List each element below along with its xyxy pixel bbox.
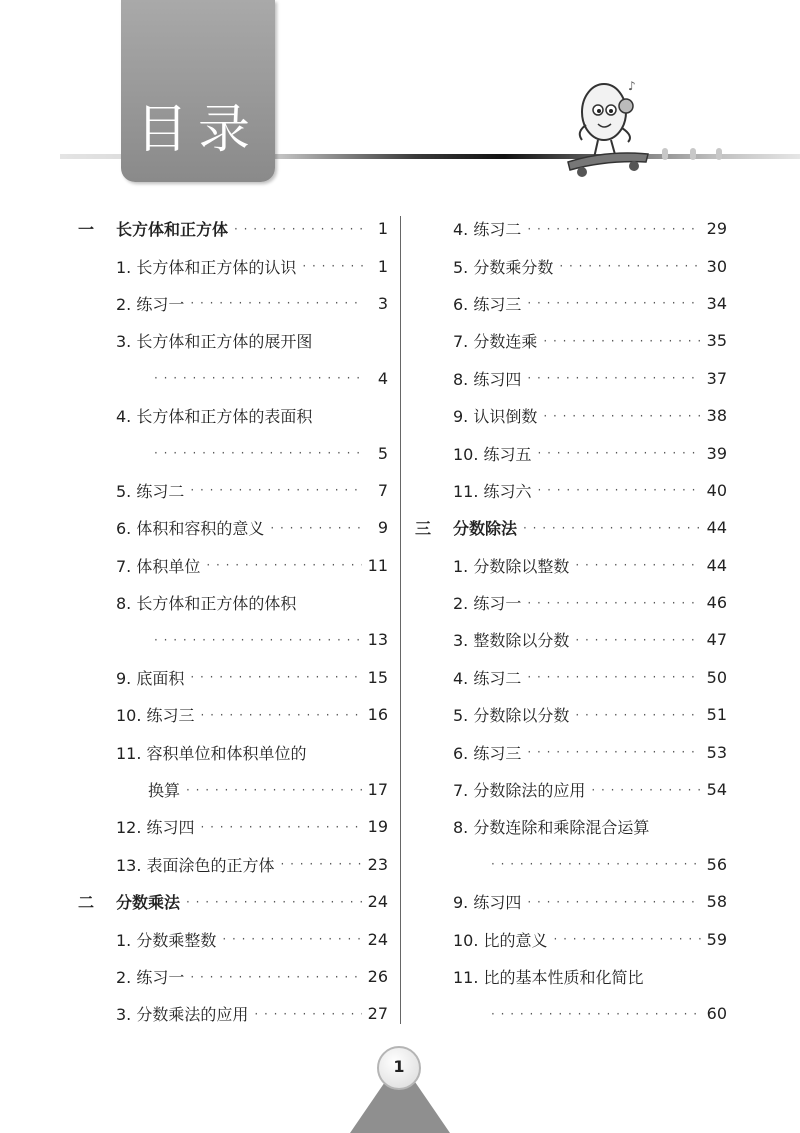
toc-item-row[interactable] bbox=[415, 210, 727, 247]
toc-item-row[interactable] bbox=[78, 322, 388, 359]
toc-item-continuation[interactable] bbox=[78, 434, 388, 471]
toc-item-continuation[interactable] bbox=[78, 621, 388, 658]
toc-item-row[interactable] bbox=[78, 995, 388, 1032]
toc-item-title: 7. 体积单位 bbox=[116, 556, 201, 576]
toc-page-number: 30 bbox=[706, 256, 727, 276]
toc-page-number: 3 bbox=[377, 293, 388, 313]
toc-item-title: 8. 练习四 bbox=[453, 369, 522, 389]
toc-page-number: 53 bbox=[706, 742, 727, 762]
dot-leader bbox=[190, 670, 361, 684]
dot-leader bbox=[154, 446, 364, 460]
toc-item-row[interactable] bbox=[78, 509, 388, 546]
toc-item-title: 4. 练习二 bbox=[453, 668, 522, 688]
dot-leader bbox=[222, 932, 361, 946]
dot-leader bbox=[527, 745, 700, 759]
dot-leader bbox=[591, 783, 700, 797]
toc-item-row[interactable] bbox=[78, 920, 388, 957]
toc-item-title: 7. 分数连乘 bbox=[453, 332, 538, 352]
toc-item-title: 1. 长方体和正方体的认识 bbox=[116, 257, 297, 277]
toc-left-column bbox=[78, 210, 388, 1033]
toc-page-number: 1 bbox=[377, 219, 388, 239]
dot-leader bbox=[527, 596, 700, 610]
dot-leader bbox=[575, 708, 700, 722]
toc-item-row[interactable] bbox=[415, 360, 727, 397]
chapter-title: 分数除法 bbox=[453, 519, 518, 539]
toc-item-row[interactable] bbox=[78, 696, 388, 733]
page-title: 目录 bbox=[135, 100, 260, 160]
dot-leader bbox=[559, 259, 700, 273]
toc-page-number: 56 bbox=[706, 854, 727, 874]
dot-leader bbox=[575, 558, 700, 572]
toc-page-number: 7 bbox=[377, 480, 388, 500]
dot-leader bbox=[190, 296, 364, 310]
toc-item-row[interactable] bbox=[78, 247, 388, 284]
dot-leader bbox=[206, 558, 361, 572]
toc-chapter-row[interactable] bbox=[415, 509, 727, 546]
toc-page-number: 11 bbox=[367, 555, 388, 575]
toc-item-title: 5. 分数除以分数 bbox=[453, 706, 570, 726]
toc-page-number: 16 bbox=[367, 705, 388, 725]
chapter-number: 一 bbox=[78, 220, 95, 240]
toc-chapter-row[interactable] bbox=[78, 210, 388, 247]
toc-page-number: 13 bbox=[367, 630, 388, 650]
toc-item-row[interactable] bbox=[78, 547, 388, 584]
dot-leader bbox=[527, 371, 700, 385]
toc-page-number: 37 bbox=[706, 368, 727, 388]
toc-item-row[interactable] bbox=[415, 397, 727, 434]
column-divider bbox=[400, 216, 401, 1024]
toc-item-row[interactable] bbox=[415, 247, 727, 284]
dot-leader bbox=[527, 670, 700, 684]
toc-item-title: 10. 比的意义 bbox=[453, 930, 548, 950]
toc-item-row[interactable] bbox=[415, 808, 727, 845]
toc-item-row[interactable] bbox=[415, 322, 727, 359]
toc-item-title: 6. 练习三 bbox=[453, 294, 522, 314]
dot-leader bbox=[543, 409, 700, 423]
toc-item-title: 11. 比的基本性质和化简比 bbox=[453, 968, 644, 987]
toc-page-number: 26 bbox=[367, 967, 388, 986]
toc-item-title: 8. 分数连除和乘除混合运算 bbox=[453, 818, 650, 838]
toc-item-title: 12. 练习四 bbox=[116, 818, 195, 838]
toc-item-row[interactable] bbox=[415, 659, 727, 696]
toc-page-number: 51 bbox=[706, 705, 727, 725]
dot-leader bbox=[302, 259, 364, 273]
toc-item-row[interactable] bbox=[78, 958, 388, 995]
toc-item-row[interactable] bbox=[415, 958, 727, 995]
toc-item-title: 4. 练习二 bbox=[453, 220, 522, 240]
toc-page-number: 44 bbox=[706, 518, 727, 538]
toc-page-number: 38 bbox=[706, 406, 727, 426]
toc-item-title: 9. 认识倒数 bbox=[453, 407, 538, 427]
dot-leader bbox=[575, 633, 700, 647]
toc-page-number: 5 bbox=[377, 443, 388, 463]
toc-page-number: 9 bbox=[377, 518, 388, 538]
toc-page-number: 59 bbox=[706, 929, 727, 949]
toc-item-title: 3. 分数乘法的应用 bbox=[116, 1005, 249, 1025]
toc-item-title: 8. 长方体和正方体的体积 bbox=[116, 594, 297, 614]
toc-item-row[interactable] bbox=[78, 846, 388, 883]
toc-page-number: 1 bbox=[377, 256, 388, 276]
toc-chapter-row[interactable] bbox=[78, 883, 388, 920]
toc-item-row[interactable] bbox=[415, 883, 727, 920]
dot-leader bbox=[281, 857, 362, 871]
title-tab bbox=[121, 0, 275, 182]
toc-item-title: 13. 表面涂色的正方体 bbox=[116, 855, 275, 875]
toc-item-title: 3. 长方体和正方体的展开图 bbox=[116, 332, 313, 352]
toc-item-row[interactable] bbox=[78, 659, 388, 696]
toc-item-row[interactable] bbox=[78, 285, 388, 322]
toc-item-title: 2. 练习一 bbox=[116, 294, 185, 314]
toc-item-continuation[interactable] bbox=[415, 846, 727, 883]
toc-item-row[interactable] bbox=[415, 434, 727, 471]
decor-dot bbox=[690, 148, 696, 160]
toc-item-title: 7. 分数除法的应用 bbox=[453, 781, 586, 801]
toc-item-title: 2. 练习一 bbox=[116, 968, 185, 987]
dot-leader bbox=[190, 970, 361, 984]
toc-page-number: 46 bbox=[706, 593, 727, 613]
dot-leader bbox=[523, 521, 701, 535]
svg-text:♪: ♪ bbox=[628, 79, 636, 93]
toc-page-number: 17 bbox=[367, 780, 388, 800]
dot-leader bbox=[491, 857, 701, 871]
toc-item-title: 10. 练习五 bbox=[453, 444, 532, 464]
chapter-number: 二 bbox=[78, 893, 95, 913]
toc-item-title: 9. 底面积 bbox=[116, 668, 185, 688]
dot-leader bbox=[543, 334, 700, 348]
toc-item-row[interactable] bbox=[415, 621, 727, 658]
toc-page-number: 27 bbox=[367, 1004, 388, 1024]
dot-leader bbox=[527, 296, 700, 310]
dot-leader bbox=[186, 783, 362, 797]
toc-item-row[interactable] bbox=[415, 920, 727, 957]
toc-page-number: 24 bbox=[367, 929, 388, 949]
dot-leader bbox=[201, 820, 362, 834]
toc-item-title: 1. 分数乘整数 bbox=[116, 930, 217, 950]
dot-leader bbox=[154, 371, 364, 385]
toc-item-title: 5. 分数乘分数 bbox=[453, 257, 554, 277]
toc-page-number: 34 bbox=[706, 293, 727, 313]
toc-item-title: 6. 体积和容积的意义 bbox=[116, 519, 265, 539]
toc-right-column bbox=[415, 210, 727, 1033]
chapter-title: 长方体和正方体 bbox=[116, 220, 229, 240]
toc-item-continuation[interactable] bbox=[415, 995, 727, 1032]
toc-item-title: 1. 分数除以整数 bbox=[453, 556, 570, 576]
toc-item-row[interactable] bbox=[415, 547, 727, 584]
toc-item-continuation[interactable] bbox=[78, 360, 388, 397]
toc-page-number: 60 bbox=[706, 1004, 727, 1024]
dot-leader bbox=[186, 895, 362, 909]
toc-item-title: 11. 练习六 bbox=[453, 481, 532, 501]
toc-page-number: 39 bbox=[706, 443, 727, 463]
toc-item-row[interactable] bbox=[415, 285, 727, 322]
skateboard-egg-mascot-icon bbox=[556, 70, 656, 190]
dot-leader bbox=[234, 222, 364, 236]
toc-item-row[interactable] bbox=[78, 472, 388, 509]
toc-page-number: 23 bbox=[367, 854, 388, 874]
toc-page-number: 40 bbox=[706, 480, 727, 500]
toc-page-number: 15 bbox=[367, 667, 388, 687]
toc-item-title: 11. 容积单位和体积单位的 bbox=[116, 743, 307, 763]
toc-item-title: 2. 练习一 bbox=[453, 594, 522, 614]
toc-item-row[interactable] bbox=[415, 696, 727, 733]
decor-dot bbox=[716, 148, 722, 160]
dot-leader bbox=[201, 708, 362, 722]
toc-item-title: 6. 练习三 bbox=[453, 743, 522, 763]
toc-item-row[interactable] bbox=[415, 584, 727, 621]
toc-item-row[interactable] bbox=[78, 397, 388, 434]
toc-page-number: 29 bbox=[706, 219, 727, 239]
toc-item-title: 9. 练习四 bbox=[453, 893, 522, 913]
toc-item-title: 10. 练习三 bbox=[116, 706, 195, 726]
toc-item-row[interactable] bbox=[78, 733, 388, 770]
dot-leader bbox=[538, 446, 701, 460]
dot-leader bbox=[491, 1007, 701, 1021]
toc-page-number: 44 bbox=[706, 555, 727, 575]
dot-leader bbox=[527, 222, 700, 236]
chapter-title: 分数乘法 bbox=[116, 893, 181, 913]
toc-page-number: 50 bbox=[706, 667, 727, 687]
toc-item-row[interactable] bbox=[78, 584, 388, 621]
toc-page-number: 19 bbox=[367, 817, 388, 837]
dot-leader bbox=[190, 483, 364, 497]
toc-page-number: 35 bbox=[706, 331, 727, 351]
dot-leader bbox=[554, 932, 701, 946]
page-number: 1 bbox=[377, 1046, 421, 1090]
toc-item-title: 换算 bbox=[148, 781, 181, 801]
dot-leader bbox=[538, 483, 701, 497]
chapter-number: 三 bbox=[415, 519, 432, 539]
toc-page-number: 58 bbox=[706, 892, 727, 912]
toc-page-number: 47 bbox=[706, 630, 727, 650]
dot-leader bbox=[527, 895, 700, 909]
toc-item-title: 5. 练习二 bbox=[116, 481, 185, 501]
toc-item-row[interactable] bbox=[415, 771, 727, 808]
toc-item-continuation[interactable] bbox=[78, 771, 388, 808]
toc-item-title: 3. 整数除以分数 bbox=[453, 631, 570, 651]
toc-item-row[interactable] bbox=[415, 733, 727, 770]
toc-page-number: 4 bbox=[377, 368, 388, 388]
dot-leader bbox=[254, 1007, 361, 1021]
dot-leader bbox=[154, 633, 362, 647]
toc-item-row[interactable] bbox=[78, 808, 388, 845]
toc-item-title: 4. 长方体和正方体的表面积 bbox=[116, 407, 313, 427]
toc-page-number: 24 bbox=[367, 892, 388, 912]
toc-page-number: 54 bbox=[706, 780, 727, 800]
decor-dot bbox=[662, 148, 668, 160]
toc-item-row[interactable] bbox=[415, 472, 727, 509]
dot-leader bbox=[270, 521, 364, 535]
